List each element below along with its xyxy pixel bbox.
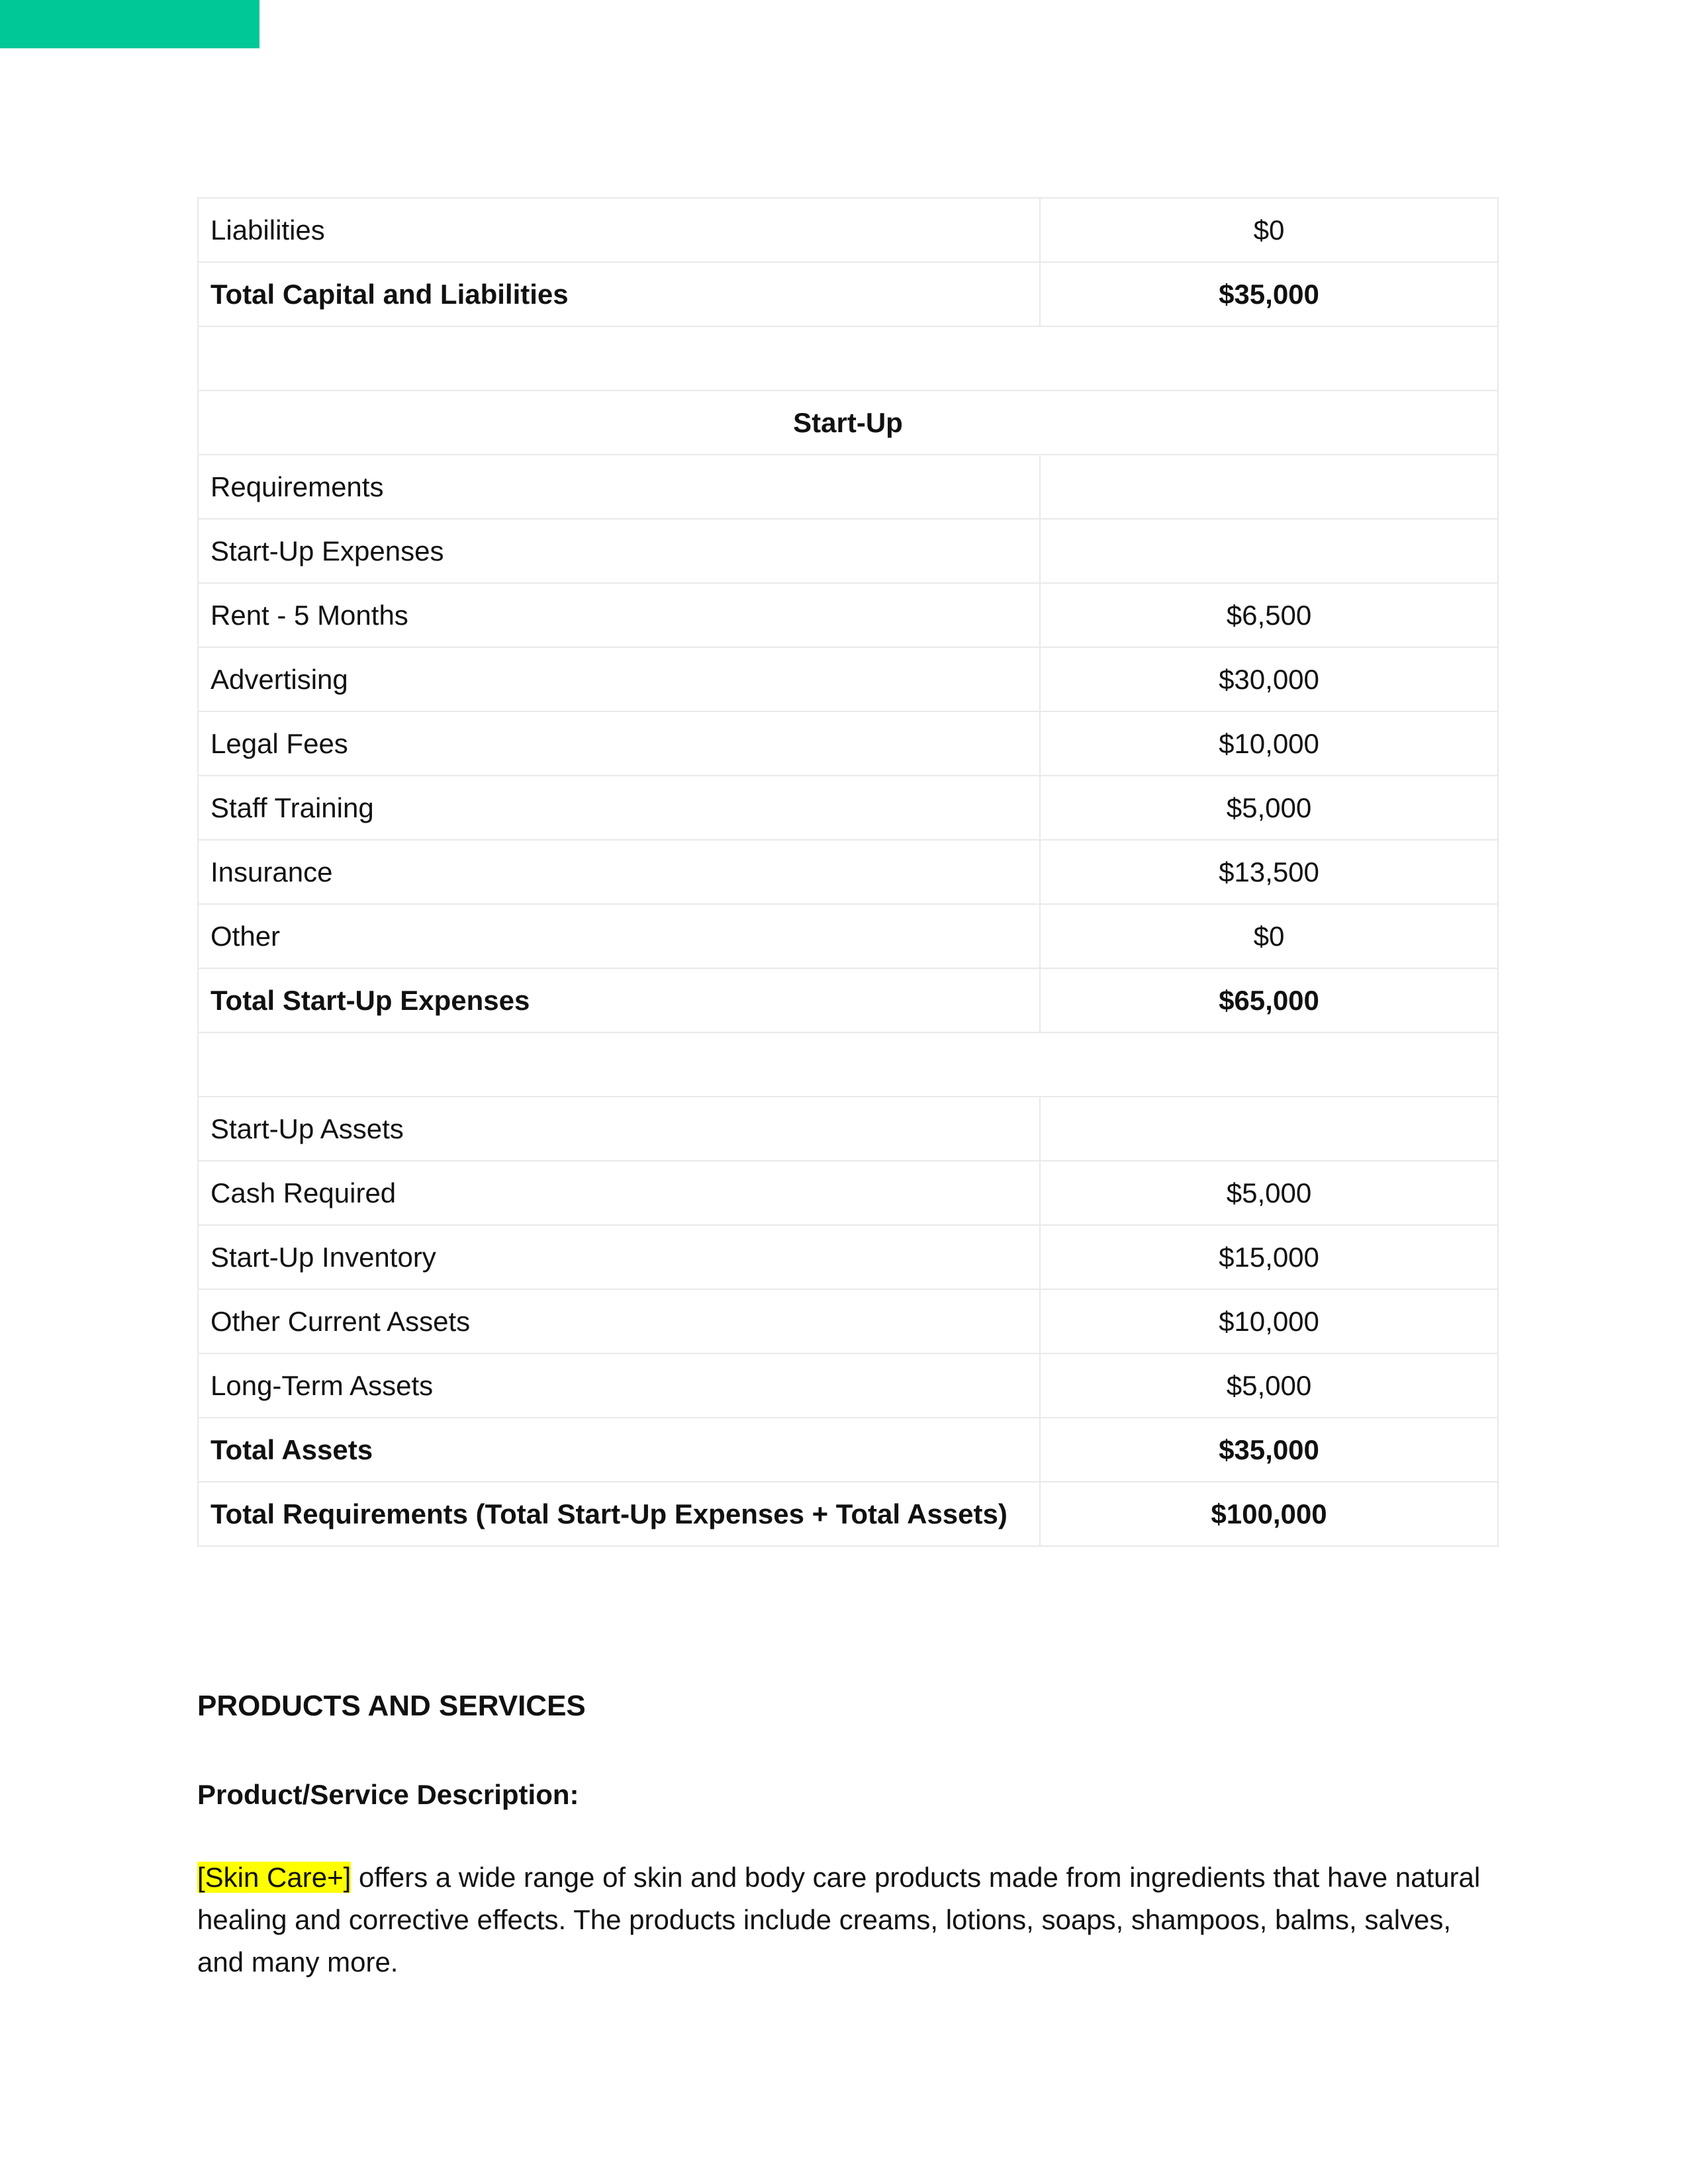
table-row — [198, 904, 1498, 968]
row-label: Start-Up Assets — [198, 1097, 1040, 1161]
section-heading: PRODUCTS AND SERVICES — [197, 1690, 586, 1722]
table-row-spacer — [198, 326, 1498, 390]
row-label: Staff Training — [198, 776, 1040, 840]
subheading: Product/Service Description: — [197, 1779, 579, 1810]
spacer-cell — [198, 326, 1498, 390]
table-row — [198, 1225, 1498, 1289]
row-value: $5,000 — [1040, 1161, 1498, 1225]
row-value: $100,000 — [1040, 1482, 1498, 1546]
row-value: $10,000 — [1040, 1289, 1498, 1353]
highlighted-company-name: [Skin Care+] — [197, 1862, 352, 1893]
table-row — [198, 1289, 1498, 1353]
startup-financial-table — [197, 197, 1499, 1547]
table-row — [198, 198, 1498, 262]
row-label: Other Current Assets — [198, 1289, 1040, 1353]
table-row — [198, 1161, 1498, 1225]
row-value — [1040, 519, 1498, 583]
row-value: $0 — [1040, 198, 1498, 262]
row-value: $35,000 — [1040, 1418, 1498, 1482]
row-label: Advertising — [198, 647, 1040, 711]
table-section-header — [198, 390, 1498, 455]
description-text: offers a wide range of skin and body care products made from ingredients that have natural healing and corrective effects. The products include creams, lotions, soaps, shampoos, balms, salves, and many more. — [197, 1862, 1481, 1978]
row-value — [1040, 1097, 1498, 1161]
row-label: Legal Fees — [198, 711, 1040, 776]
row-value: $10,000 — [1040, 711, 1498, 776]
row-label: Requirements — [198, 455, 1040, 519]
row-label: Cash Required — [198, 1161, 1040, 1225]
table-row-total — [198, 1418, 1498, 1482]
table-row — [198, 519, 1498, 583]
table-row — [198, 776, 1498, 840]
row-label: Other — [198, 904, 1040, 968]
product-description — [197, 1856, 1505, 1983]
row-label: Start-Up Inventory — [198, 1225, 1040, 1289]
row-value: $30,000 — [1040, 647, 1498, 711]
spacer-cell — [198, 1032, 1498, 1097]
row-label: Long-Term Assets — [198, 1353, 1040, 1418]
row-label: Total Capital and Liabilities — [198, 262, 1040, 326]
table-row-total — [198, 1482, 1498, 1546]
table-row — [198, 647, 1498, 711]
row-value: $35,000 — [1040, 262, 1498, 326]
row-value — [1040, 455, 1498, 519]
row-value: $0 — [1040, 904, 1498, 968]
table-row — [198, 455, 1498, 519]
table-row-total — [198, 968, 1498, 1032]
table-row — [198, 1353, 1498, 1418]
section-title-startup: Start-Up — [198, 390, 1498, 455]
row-value: $5,000 — [1040, 776, 1498, 840]
row-label: Insurance — [198, 840, 1040, 904]
table-row-total — [198, 262, 1498, 326]
row-label: Rent - 5 Months — [198, 583, 1040, 647]
table-row-spacer — [198, 1032, 1498, 1097]
row-label: Liabilities — [198, 198, 1040, 262]
table-row — [198, 1097, 1498, 1161]
table-row — [198, 583, 1498, 647]
row-label: Total Requirements (Total Start-Up Expenses + Total Assets) — [198, 1482, 1040, 1546]
row-value: $5,000 — [1040, 1353, 1498, 1418]
row-label: Total Assets — [198, 1418, 1040, 1482]
accent-bar — [0, 0, 259, 48]
table-row — [198, 711, 1498, 776]
row-value: $6,500 — [1040, 583, 1498, 647]
row-label: Total Start-Up Expenses — [198, 968, 1040, 1032]
row-value: $65,000 — [1040, 968, 1498, 1032]
row-value: $13,500 — [1040, 840, 1498, 904]
row-label: Start-Up Expenses — [198, 519, 1040, 583]
row-value: $15,000 — [1040, 1225, 1498, 1289]
table-row — [198, 840, 1498, 904]
